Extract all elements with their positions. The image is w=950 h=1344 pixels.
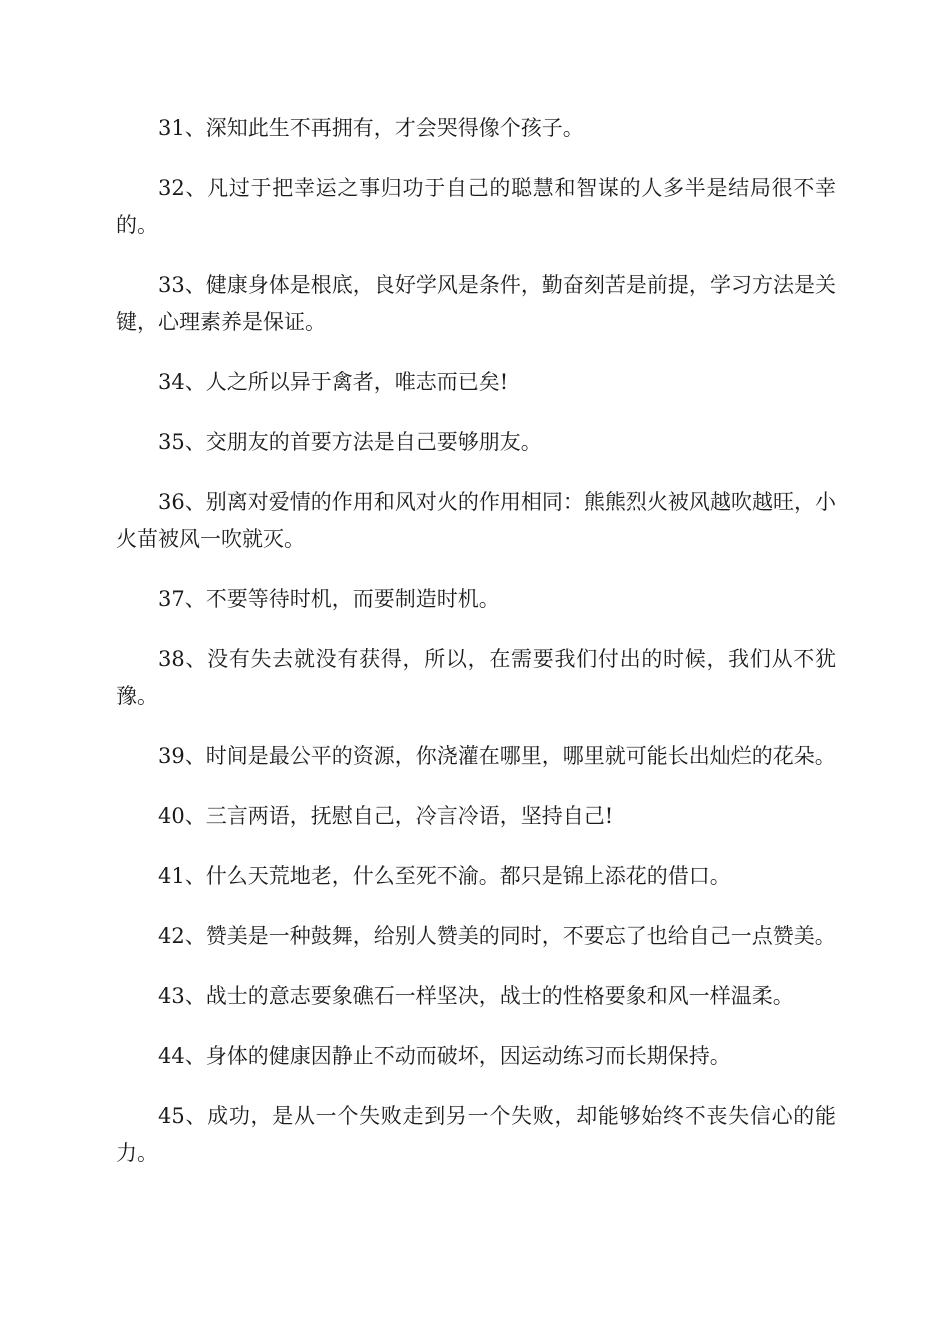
quote-paragraph-39: 39、时间是最公平的资源，你浇灌在哪里，哪里就可能长出灿烂的花朵。 <box>158 744 836 768</box>
quote-paragraph-44: 44、身体的健康因静止不动而破坏，因运动练习而长期保持。 <box>158 1044 731 1068</box>
quote-paragraph-33: 33、健康身体是根底，良好学风是条件，勤奋刻苦是前提，学习方法是关键，心理素养是保证。 <box>116 273 836 334</box>
quote-paragraph-32: 32、凡过于把幸运之事归功于自己的聪慧和智谋的人多半是结局很不幸的。 <box>116 176 836 237</box>
quote-paragraph-38: 38、没有失去就没有获得，所以，在需要我们付出的时候，我们从不犹豫。 <box>116 647 836 708</box>
quote-paragraph-41: 41、什么天荒地老，什么至死不渝。都只是锦上添花的借口。 <box>158 864 731 888</box>
quote-paragraph-37: 37、不要等待时机，而要制造时机。 <box>158 587 500 611</box>
quote-paragraph-42: 42、赞美是一种鼓舞，给别人赞美的同时，不要忘了也给自己一点赞美。 <box>158 924 836 948</box>
quote-paragraph-31: 31、深知此生不再拥有，才会哭得像个孩子。 <box>158 116 584 140</box>
quote-paragraph-40: 40、三言两语，抚慰自己，冷言冷语，坚持自己! <box>158 804 614 828</box>
quote-paragraph-43: 43、战士的意志要象礁石一样坚决，战士的性格要象和风一样温柔。 <box>158 984 794 1008</box>
quote-paragraph-34: 34、人之所以异于禽者，唯志而已矣! <box>158 370 509 394</box>
document-body <box>116 110 836 1195</box>
quote-paragraph-45: 45、成功，是从一个失败走到另一个失败，却能够始终不丧失信心的能力。 <box>116 1104 836 1165</box>
quote-paragraph-36: 36、别离对爱情的作用和风对火的作用相同：熊熊烈火被风越吹越旺，小火苗被风一吹就灭。 <box>116 490 836 551</box>
quote-paragraph-35: 35、交朋友的首要方法是自己要够朋友。 <box>158 430 542 454</box>
